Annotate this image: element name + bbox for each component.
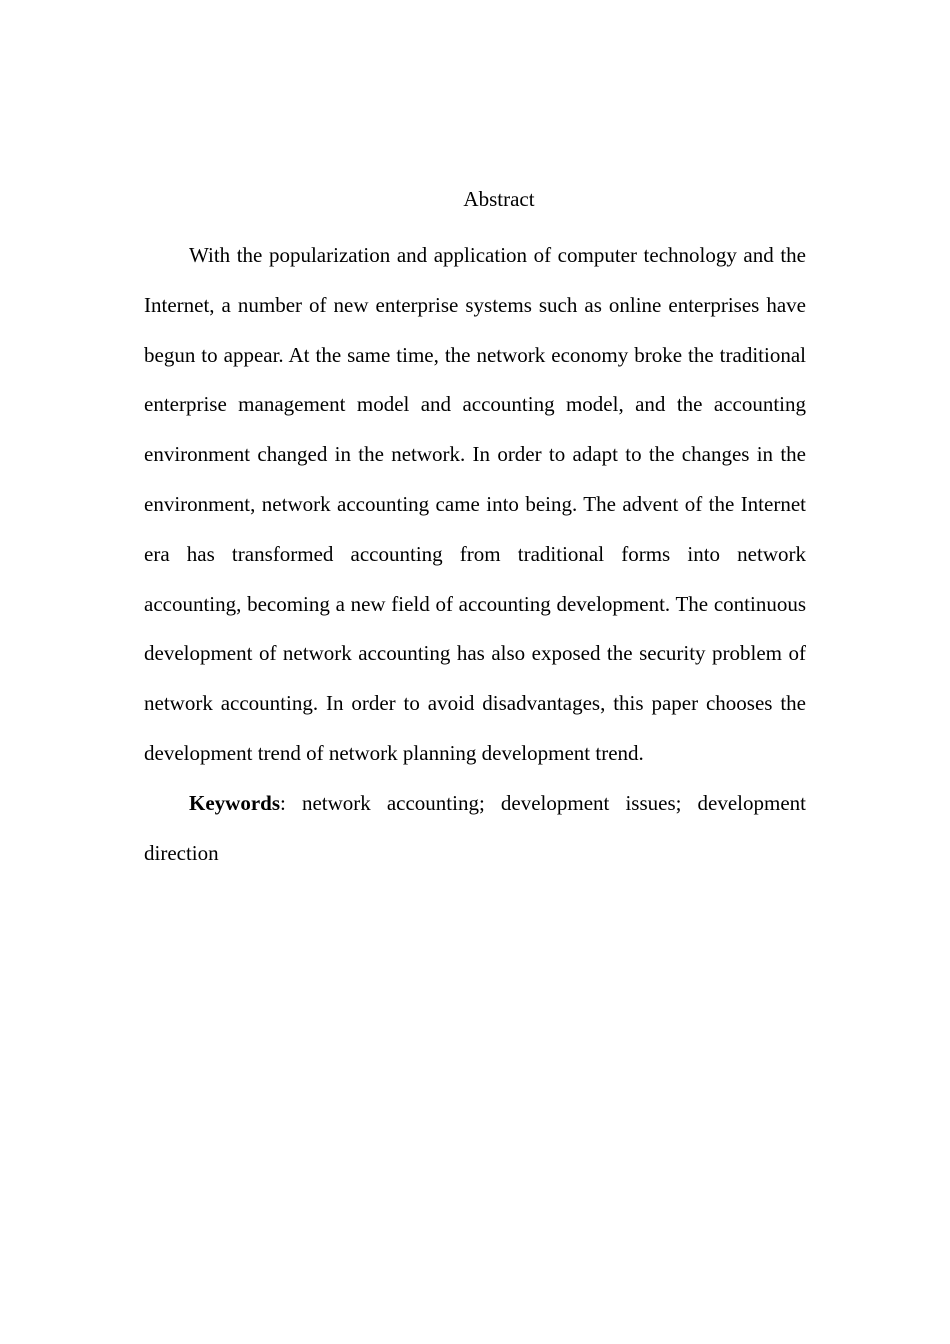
keywords-line xyxy=(144,779,806,879)
keywords-text: network accounting; development issues; development direction xyxy=(144,790,807,865)
keywords-label: Keywords xyxy=(189,790,280,815)
abstract-body: With the popularization and application of computer technology and the Internet, a number of new enterprise systems such as online enterprises have begun to appear. At the same time, the network economy broke the traditional enterprise management model and accounting model, and the accounting environment changed in the network. In order to adapt to the changes in the environment, network accounting came into being. The advent of the Internet era has transformed accounting from traditional forms into network accounting, becoming a new field of accounting development. The continuous development of network accounting has also exposed the security problem of network accounting. In order to avoid disadvantages, this paper chooses the development trend of network planning development trend. xyxy=(144,243,806,765)
abstract-title: Abstract xyxy=(463,187,535,211)
abstract-section xyxy=(144,181,806,878)
keywords-separator: : xyxy=(280,790,302,815)
